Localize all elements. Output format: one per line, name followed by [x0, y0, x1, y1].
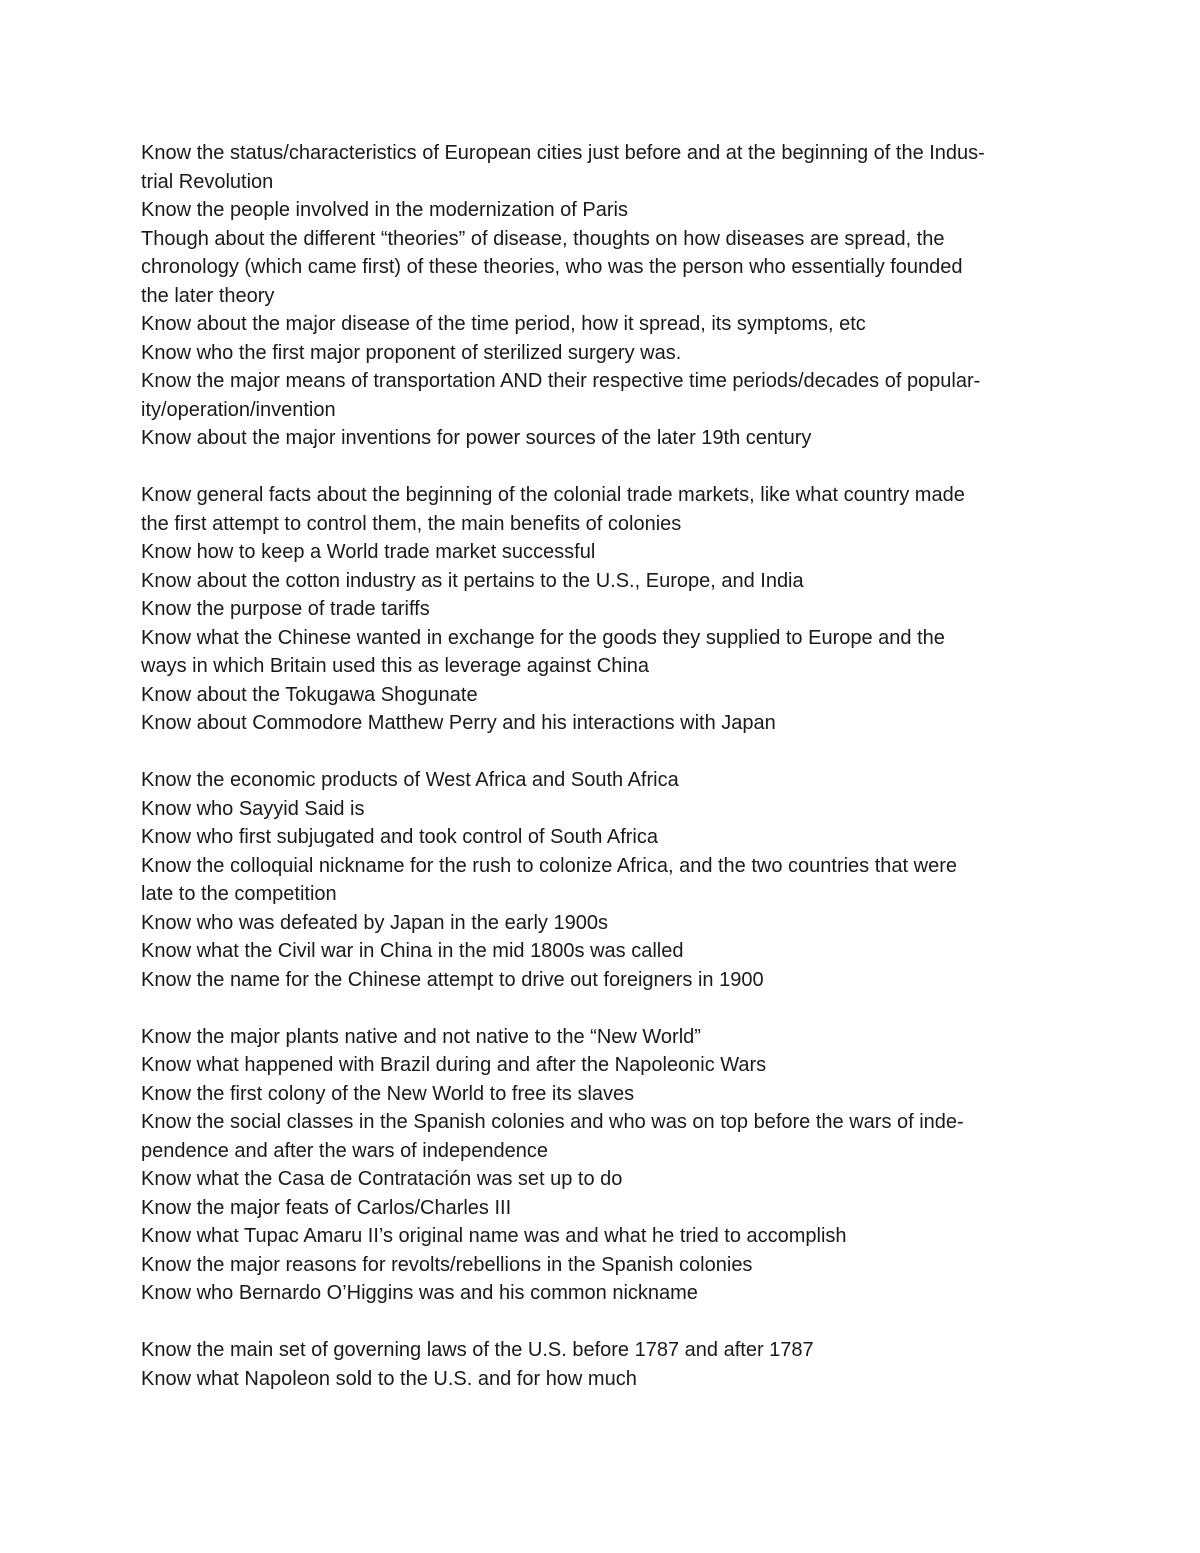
study-item-line: Know the colloquial nickname for the rush to colonize Africa, and the two countries that were	[141, 854, 958, 877]
study-item	[141, 624, 1053, 681]
study-item	[141, 795, 1053, 824]
study-item	[141, 709, 1053, 738]
study-item	[141, 196, 1053, 225]
study-item	[141, 1165, 1053, 1194]
study-item	[141, 909, 1053, 938]
study-item	[141, 1194, 1053, 1223]
study-item-line: Know general facts about the beginning of the colonial trade markets, like what country made	[141, 484, 965, 506]
study-item-line: Though about the different “theories” of disease, thoughts on how diseases are spread, the	[141, 227, 945, 250]
study-item-line: Know the name for the Chinese attempt to drive out foreigners in 1900	[141, 968, 764, 991]
study-item	[141, 310, 1053, 339]
study-item-line: Know what Napoleon sold to the U.S. and for how much	[141, 1367, 637, 1390]
study-item	[141, 595, 1053, 624]
study-item-line: Know the purpose of trade tariffs	[141, 598, 430, 620]
study-item	[141, 937, 1053, 966]
study-item-line: Know who the first major proponent of sterilized surgery was.	[141, 341, 682, 364]
study-item-line: Know who Bernardo O’Higgins was and his common nickname	[141, 1282, 698, 1304]
study-item-line: Know who first subjugated and took control of South Africa	[141, 826, 658, 848]
study-item-line: Know the major feats of Carlos/Charles III	[141, 1196, 512, 1219]
study-item	[141, 1051, 1053, 1080]
study-item	[141, 1365, 1053, 1394]
topic-section	[141, 139, 1053, 453]
study-item-line: Know the major reasons for revolts/rebellions in the Spanish colonies	[141, 1253, 753, 1276]
topic-section	[141, 1023, 1053, 1308]
study-item-line: Know what happened with Brazil during and after the Napoleonic Wars	[141, 1054, 767, 1076]
study-item-line: pendence and after the wars of independence	[141, 1139, 548, 1162]
study-item	[141, 1336, 1053, 1365]
study-item-line: late to the competition	[141, 883, 337, 905]
study-item-line: Know the main set of governing laws of the U.S. before 1787 and after 1787	[141, 1339, 814, 1361]
study-item-line: Know what Tupac Amaru II’s original name was and what he tried to accomplish	[141, 1225, 847, 1247]
study-item	[141, 966, 1053, 995]
study-item-line: Know what the Civil war in China in the mid 1800s was called	[141, 940, 684, 962]
study-item	[141, 367, 1053, 424]
study-item-line: ity/operation/invention	[141, 398, 336, 421]
study-item-line: ways in which Britain used this as leverage against China	[141, 655, 650, 677]
study-item	[141, 424, 1053, 453]
study-item	[141, 1080, 1053, 1109]
study-item-line: Know how to keep a World trade market successful	[141, 541, 596, 563]
study-item-line: Know what the Casa de Contratación was set up to do	[141, 1168, 623, 1190]
study-item	[141, 852, 1053, 909]
study-item-line: Know the first colony of the New World to free its slaves	[141, 1082, 635, 1105]
study-item	[141, 225, 1053, 311]
study-item-line: Know the status/characteristics of European cities just before and at the beginning of the Indus-	[141, 142, 985, 164]
study-item-line: Know about the major inventions for power sources of the later 19th century	[141, 427, 812, 449]
study-item	[141, 538, 1053, 567]
study-item-line: Know about the cotton industry as it pertains to the U.S., Europe, and India	[141, 569, 804, 592]
study-item-line: Know who was defeated by Japan in the early 1900s	[141, 911, 608, 934]
study-item-line: chronology (which came first) of these theories, who was the person who essentially founded	[141, 256, 963, 278]
study-item	[141, 1108, 1053, 1165]
study-item	[141, 139, 1053, 196]
study-item-line: Know about the major disease of the time period, how it spread, its symptoms, etc	[141, 313, 866, 335]
study-item	[141, 681, 1053, 710]
study-item	[141, 1251, 1053, 1280]
topic-section	[141, 1336, 1053, 1393]
study-item	[141, 339, 1053, 368]
study-item-line: Know the major plants native and not native to the “New World”	[141, 1025, 701, 1048]
study-item-line: Know the major means of transportation AND their respective time periods/decades of popular-	[141, 370, 981, 392]
study-item	[141, 1222, 1053, 1251]
topic-section	[141, 481, 1053, 738]
study-item-line: Know about Commodore Matthew Perry and his interactions with Japan	[141, 712, 776, 734]
study-item-line: Know about the Tokugawa Shogunate	[141, 683, 478, 706]
study-item	[141, 567, 1053, 596]
study-guide-body	[141, 139, 1053, 1393]
study-item-line: Know the social classes in the Spanish colonies and who was on top before the wars of inde-	[141, 1111, 964, 1133]
study-item-line: Know the economic products of West Africa and South Africa	[141, 769, 679, 791]
study-item	[141, 1023, 1053, 1052]
study-item-line: Know what the Chinese wanted in exchange for the goods they supplied to Europe and the	[141, 626, 945, 649]
study-item	[141, 766, 1053, 795]
study-item	[141, 823, 1053, 852]
study-item-line: the first attempt to control them, the main benefits of colonies	[141, 512, 682, 535]
study-item-line: the later theory	[141, 284, 275, 307]
study-item-line: trial Revolution	[141, 170, 274, 193]
study-item-line: Know who Sayyid Said is	[141, 797, 365, 820]
topic-section	[141, 766, 1053, 994]
study-item-line: Know the people involved in the modernization of Paris	[141, 199, 628, 221]
study-item	[141, 1279, 1053, 1308]
study-item	[141, 481, 1053, 538]
